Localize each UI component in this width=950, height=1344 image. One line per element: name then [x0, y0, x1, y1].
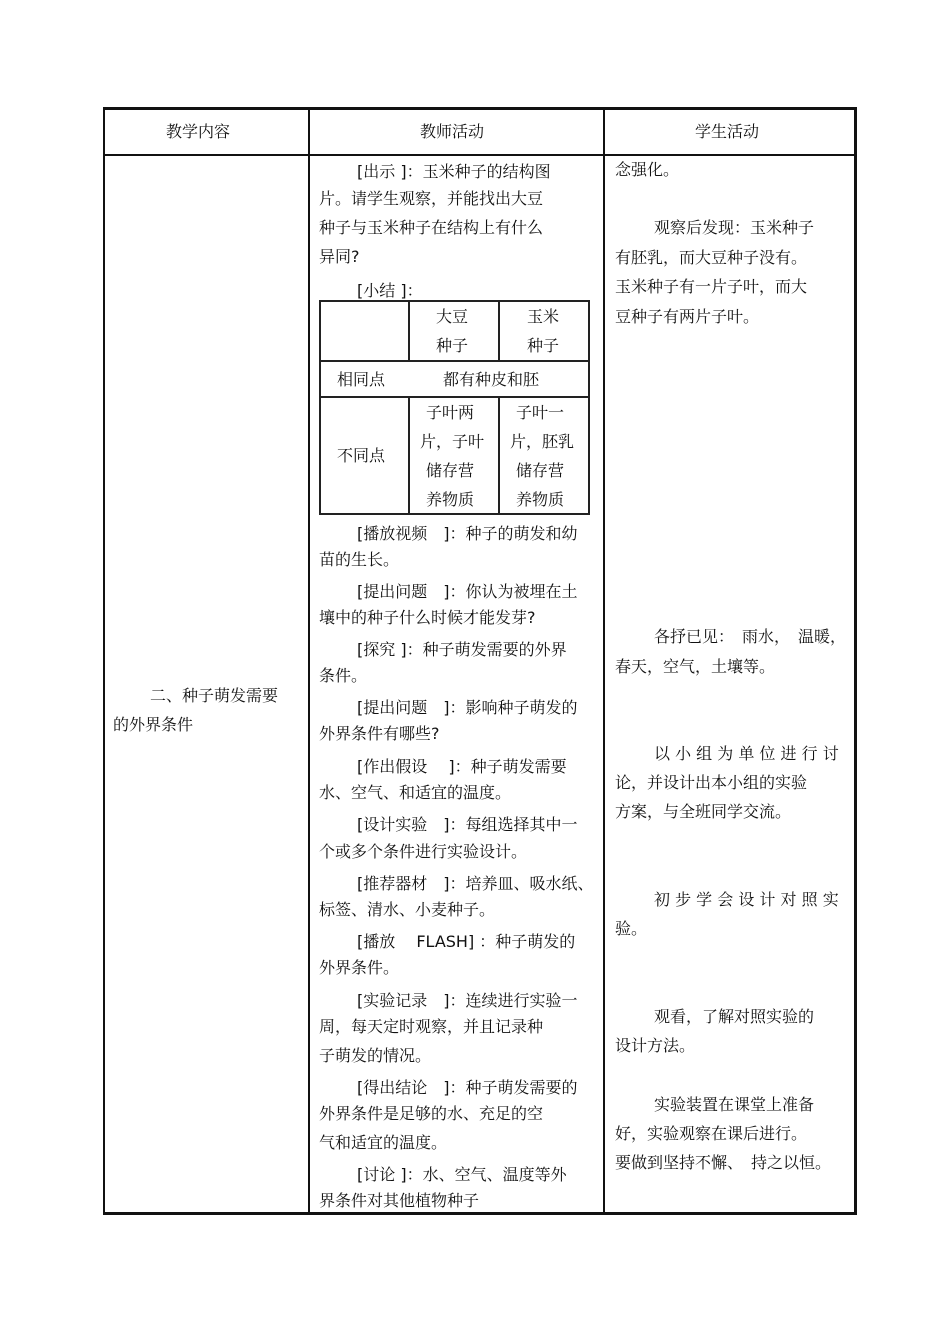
teacher-item-line: 标签、清水、小麦种子。 — [319, 900, 496, 919]
teacher-intro-line: 异同? — [319, 247, 360, 266]
teacher-intro-line: 种子与玉米种子在结构上有什么 — [319, 218, 544, 237]
compare-diff-corn: 子叶一 — [516, 403, 565, 422]
student-line: 以 小 组 为 单 位 进 行 讨 — [654, 744, 839, 763]
header-content: 教学内容 — [166, 122, 231, 141]
compare-table-border — [498, 300, 500, 362]
teacher-item-line: 气和适宜的温度。 — [319, 1133, 448, 1152]
teacher-item-line: 周，每天定时观察，并且记录种 — [319, 1017, 544, 1036]
student-line: 初 步 学 会 设 计 对 照 实 — [654, 890, 839, 909]
teacher-item-line: 外界条件有哪些? — [319, 724, 440, 743]
teacher-item-line: [提出问题 ]：影响种子萌发的 — [357, 698, 578, 717]
student-line: 春天，空气，土壤等。 — [615, 657, 776, 676]
compare-same-value: 都有种皮和胚 — [443, 370, 540, 389]
student-line: 方案，与全班同学交流。 — [615, 802, 792, 821]
compare-header-soybean: 种子 — [435, 336, 468, 355]
table-border-right — [854, 107, 857, 1215]
compare-table-border — [588, 300, 590, 515]
teacher-item-line: 外界条件是足够的水、充足的空 — [319, 1104, 544, 1123]
table-border-top — [103, 107, 857, 110]
compare-table-border — [319, 300, 590, 302]
header-student: 学生活动 — [695, 122, 760, 141]
student-line: 各抒已见： 雨水， 温暖， — [654, 627, 847, 646]
compare-table-border — [319, 513, 590, 515]
teacher-item-line: [设计实验 ]：每组选择其中一 — [357, 815, 578, 834]
col-divider-1 — [308, 107, 310, 1215]
compare-diff-soybean: 养物质 — [426, 490, 475, 509]
student-line: 观察后发现：玉米种子 — [654, 218, 815, 237]
compare-diff-soybean: 片，子叶 — [420, 432, 485, 451]
summary-label: [小结 ]： — [357, 281, 423, 300]
compare-table-border — [498, 396, 500, 515]
teacher-item-line: 子萌发的情况。 — [319, 1046, 432, 1065]
student-line: 验。 — [615, 919, 648, 938]
compare-same-label: 相同点 — [337, 370, 386, 389]
compare-table-border — [319, 300, 321, 515]
teacher-item-line: [作出假设 ]：种子萌发需要 — [357, 757, 567, 776]
compare-header-corn: 种子 — [526, 336, 559, 355]
teacher-item-line: 条件。 — [319, 666, 368, 685]
compare-header-soybean: 大豆 — [435, 307, 468, 326]
student-line: 要做到坚持不懈、 持之以恒。 — [615, 1153, 832, 1172]
student-line: 玉米种子有一片子叶，而大 — [615, 277, 808, 296]
table-border-left — [103, 107, 105, 1215]
teacher-item-line: [实验记录 ]：连续进行实验一 — [357, 991, 578, 1010]
compare-diff-soybean: 子叶两 — [426, 403, 475, 422]
student-line: 念强化。 — [615, 160, 680, 179]
teacher-item-line: 苗的生长。 — [319, 550, 400, 569]
teacher-item-line: [播放 FLASH] ：种子萌发的 — [357, 932, 576, 951]
compare-header-corn: 玉米 — [526, 307, 559, 326]
teacher-item-line: [提出问题 ]：你认为被埋在土 — [357, 582, 578, 601]
col-divider-2 — [603, 107, 605, 1215]
student-line: 论，并设计出本小组的实验 — [615, 773, 808, 792]
compare-table-border — [408, 396, 410, 515]
teacher-item-line: 壤中的种子什么时候才能发芽? — [319, 608, 536, 627]
compare-diff-corn: 储存营 — [516, 461, 565, 480]
header-teacher: 教师活动 — [420, 122, 485, 141]
teacher-item-line: 外界条件。 — [319, 958, 400, 977]
teacher-item-line: [讨论 ]：水、空气、温度等外 — [357, 1165, 567, 1184]
compare-table-border — [319, 360, 590, 362]
table-border-bottom — [103, 1212, 857, 1215]
teacher-item-line: [播放视频 ]：种子的萌发和幼 — [357, 524, 578, 543]
teacher-item-line: [探究 ]：种子萌发需要的外界 — [357, 640, 567, 659]
student-line: 观看，了解对照实验的 — [654, 1007, 815, 1026]
teacher-item-line: [得出结论 ]：种子萌发需要的 — [357, 1078, 578, 1097]
student-line: 有胚乳，而大豆种子没有。 — [615, 248, 808, 267]
teacher-item-line: 个或多个条件进行实验设计。 — [319, 842, 528, 861]
teacher-item-line: 界条件对其他植物种子 — [319, 1191, 480, 1210]
compare-diff-soybean: 储存营 — [426, 461, 475, 480]
teacher-item-line: 水、空气、和适宜的温度。 — [319, 783, 512, 802]
compare-diff-corn: 养物质 — [516, 490, 565, 509]
teacher-intro-line: 片。请学生观察，并能找出大豆 — [319, 189, 544, 208]
student-line: 设计方法。 — [615, 1036, 696, 1055]
content-line: 二、种子萌发需要 — [150, 686, 279, 705]
content-line: 的外界条件 — [113, 715, 194, 734]
student-line: 豆种子有两片子叶。 — [615, 307, 760, 326]
teacher-intro-line: [出示 ]：玉米种子的结构图 — [357, 162, 551, 181]
student-line: 好，实验观察在课后进行。 — [615, 1124, 808, 1143]
compare-table-border — [319, 396, 590, 398]
compare-diff-label: 不同点 — [337, 446, 386, 465]
student-line: 实验装置在课堂上准备 — [654, 1095, 815, 1114]
compare-table-border — [408, 300, 410, 362]
compare-diff-corn: 片，胚乳 — [510, 432, 575, 451]
teacher-item-line: [推荐器材 ]：培养皿、吸水纸、 — [357, 874, 594, 893]
header-divider — [103, 154, 857, 156]
